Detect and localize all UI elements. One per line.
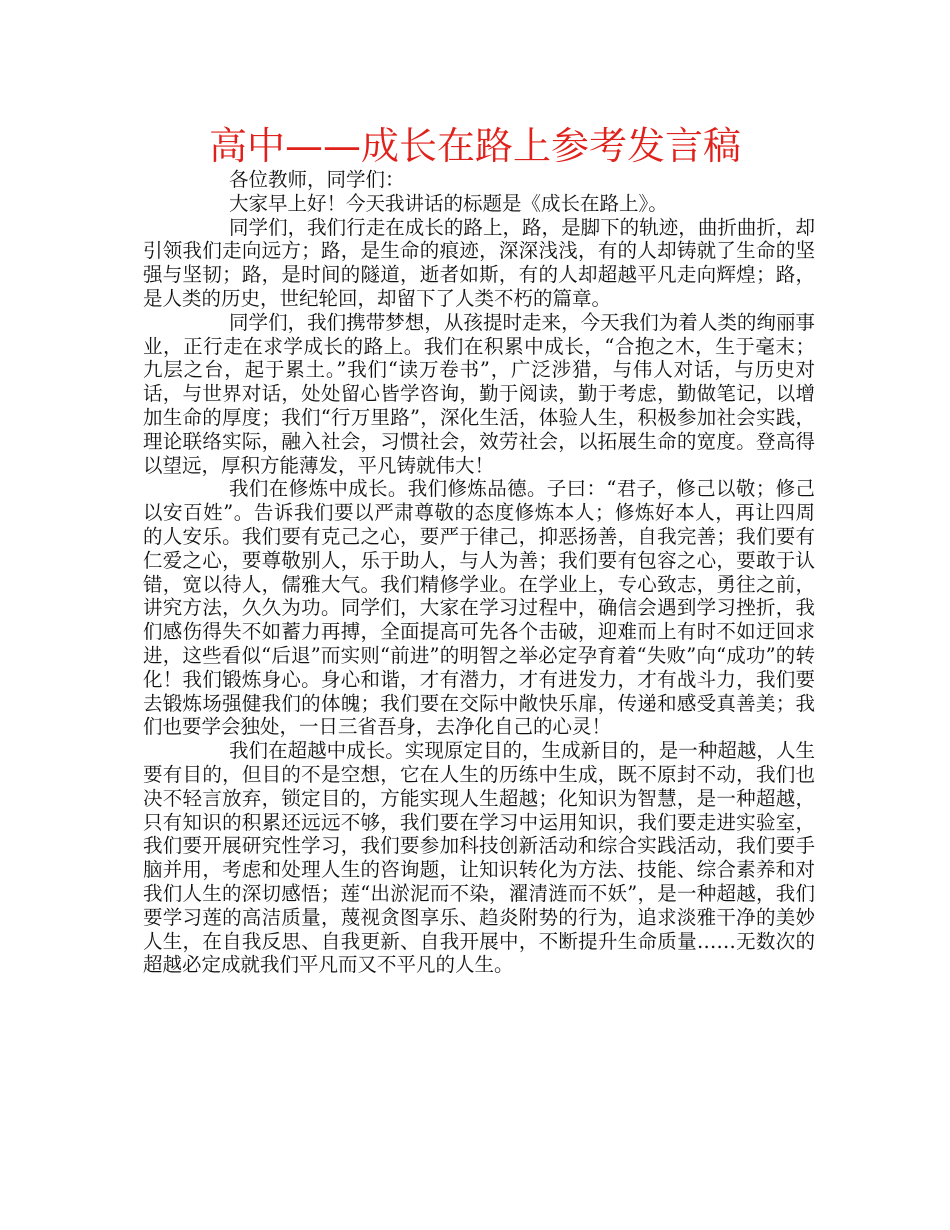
document-body xyxy=(143,168,815,977)
paragraph-transcendence: 我们在超越中成长。实现原定目的，生成新目的，是一种超越，人生要有目的，但目的不是空想，它在人生的历练中生成，既不原封不动，我们也决不轻言放弃，锁定目的，方能实现人生超越；化知识为智慧，是一种超越，只有知识的积累还远远不够，我们要在学习中运用知识，我们要走进实验室，我们要开展研究性学习，我们要参加科技创新活动和综合实践活动，我们要手脑并用，考虑和处理人生的咨询题，让知识转化为方法、技能、综合素养和对我们人生的深切感悟；莲“出淤泥而不染，濯清涟而不妖”，是一种超越，我们要学习莲的高洁质量，蔑视贪图享乐、趋炎附势的行为，追求淡雅干净的美妙人生，在自我反思、自我更新、自我开展中，不断提升生命质量……无数次的超越必定成就我们平凡而又不平凡的人生。 xyxy=(143,739,815,977)
paragraph-greeting: 大家早上好！今天我讲话的标题是《成长在路上》。 xyxy=(229,191,668,215)
document-title: 高中——成长在路上参考发言稿 xyxy=(208,124,741,168)
paragraph-cultivation: 我们在修炼中成长。我们修炼品德。子曰：“君子，修己以敬；修己以安百姓”。告诉我们要以严肃尊敬的态度修炼本人；修炼好本人，再让四周的人安乐。我们要有克己之心，要严于律己，抑恶扬善，自我完善；我们要有仁爱之心，要尊敬别人，乐于助人，与人为善；我们要有包容之心，要敢于认错，宽以待人，儒雅大气。我们精修学业。在学业上，专心致志，勇往之前，讲究方法，久久为功。同学们，大家在学习过程中，确信会遇到学习挫折，我们感伤得失不如蓄力再搏，全面提高可先各个击破，迎难而上有时不如迂回求进，这些看似“后退”而实则“前进”的明智之举必定孕育着“失败”向“成功”的转化！我们锻炼身心。身心和谐，才有潜力，才有进发力，才有战斗力，我们要去锻炼场强健我们的体魄；我们要在交际中敞快乐扉，传递和感受真善美；我们也要学会独处，一日三省吾身，去净化自己的心灵！ xyxy=(143,477,815,739)
paragraph-salutation: 各位教师，同学们： xyxy=(229,168,405,191)
paragraph-accumulation: 同学们，我们携带梦想，从孩提时走来，今天我们为着人类的绚丽事业，正行走在求学成长的路上。我们在积累中成长，“合抱之木，生于毫末；九层之台，起于累土。”我们“读万卷书”，广泛涉猎，与伟人对话，与历史对话，与世界对话，处处留心皆学咨询，勤于阅读，勤于考虑，勤做笔记，以增加生命的厚度；我们“行万里路”，深化生活，体验人生，积极参加社会实践，理论联络实际，融入社会，习惯社会，效劳社会，以拓展生命的宽度。登高得以望远，厚积方能薄发，平凡铸就伟大！ xyxy=(143,310,815,477)
paragraph-road: 同学们，我们行走在成长的路上，路，是脚下的轨迹，曲折曲折，却引领我们走向远方；路，是生命的痕迹，深深浅浅，有的人却铸就了生命的坚强与坚韧；路，是时间的隧道，逝者如斯，有的人却超越平凡走向辉煌；路，是人类的历史，世纪轮回，却留下了人类不朽的篇章。 xyxy=(143,215,815,310)
